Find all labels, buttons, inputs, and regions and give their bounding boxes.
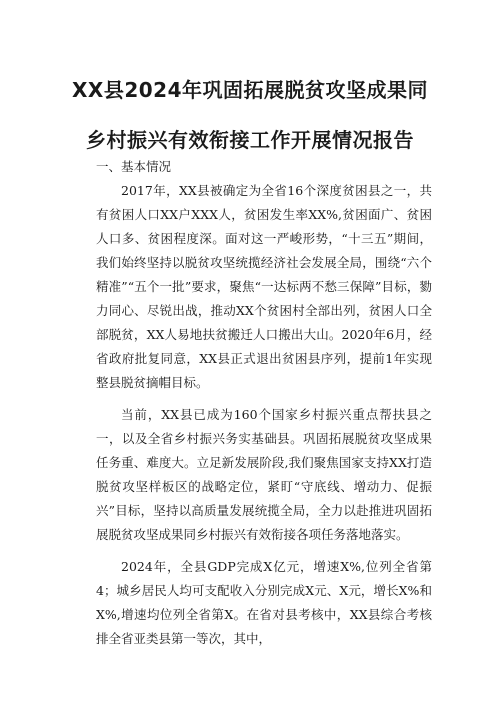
document-title-line-1: XX县2024年巩固拓展脱贫攻坚成果同	[71, 78, 428, 102]
document-title-line-2: 乡村振兴有效衔接工作开展情况报告	[86, 128, 414, 152]
document-body	[96, 155, 432, 651]
section-heading: 一、基本情况	[96, 159, 172, 174]
paragraph-2: 当前，XX县已成为160个国家乡村振兴重点帮扶县之一，以及全省乡村振兴务实基础县。巩固拓展脱贫攻坚成果任务重、难度大。立足新发展阶段,我们聚焦国家支持XX打造脱贫攻坚样板区的战略定位，紧盯“守底线、增动力、促振兴”目标，坚持以高质量发展统揽全局，全力以赴推进巩固拓展脱贫攻坚成果同乡村振兴有效衔接各项任务落地落实。	[96, 407, 432, 542]
paragraph-1: 2017年，XX县被确定为全省16个深度贫困县之一，共有贫困人口XX户XXX人，贫困发生率XX%,贫困面广、贫困人口多、贫困程度深。面对这一严峻形势，“十三五”期间，我们始终坚持以脱贫攻坚统揽经济社会发展全局，围绕“六个精准”“五个一批”要求，聚焦“一达标两不愁三保障”目标，勠力同心、尽锐出战，推动XX个贫困村全部出列，贫困人口全部脱贫，XX人易地扶贫搬迁人口搬出大山。2020年6月，经省政府批复同意，XX县正式退出贫困县序列，提前1年实现整县脱贫摘帽目标。	[96, 183, 432, 390]
paragraph-3: 2024年，全县GDP完成X亿元，增速X%,位列全省第4；城乡居民人均可支配收入分别完成X元、X元，增长X%和X%,增速均位列全省第X。在省对县考核中，XX县综合考核排全省亚类县第一等次，其中，	[96, 559, 432, 646]
